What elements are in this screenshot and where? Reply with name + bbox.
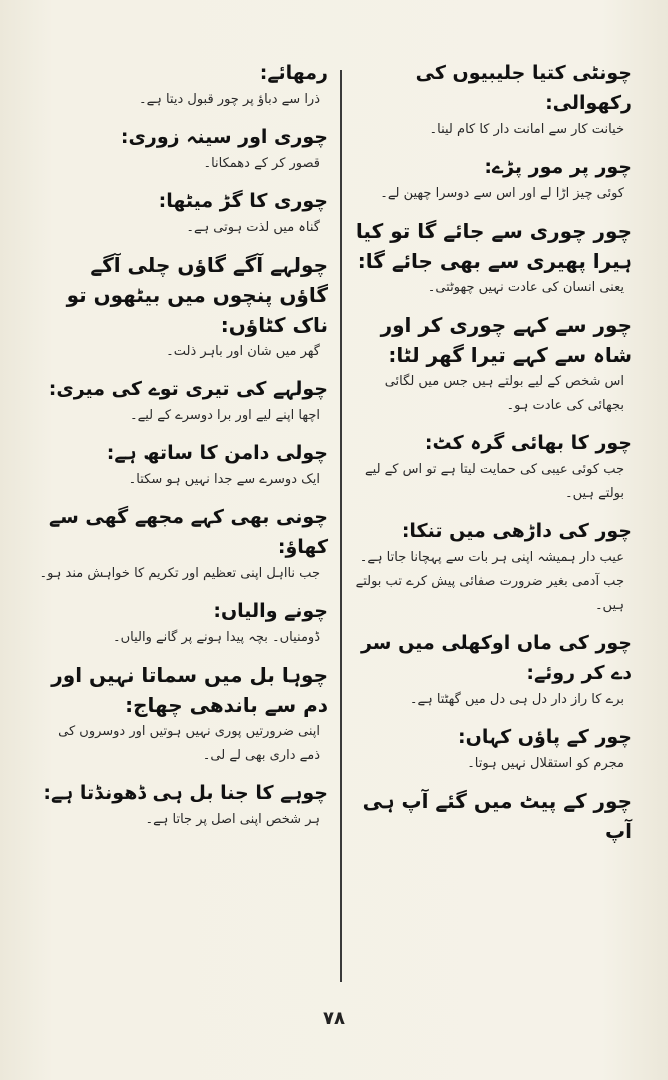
proverb-meaning: خیانت کار سے امانت دار کا کام لینا۔ bbox=[429, 122, 624, 137]
proverb-meaning: ہر شخص اپنی اصل پر جاتا ہے۔ bbox=[145, 812, 320, 827]
column-divider bbox=[340, 70, 342, 982]
proverb-meaning: کوئی چیز اڑا لے اور اس سے دوسرا چھین لے۔ bbox=[380, 186, 624, 201]
proverb-heading: چولہے آگے گاؤں چلی آگے گاؤں پنچوں میں بیٹھوں تو ناک کٹاؤں: bbox=[66, 253, 328, 337]
proverb-meaning: قصور کر کے دھمکانا۔ bbox=[203, 156, 320, 171]
proverb-heading: چور کے پاؤں کہاں: bbox=[458, 726, 632, 748]
proverb-meaning: جب نااہل اپنی تعظیم اور تکریم کا خواہش مند ہو۔ bbox=[39, 566, 320, 581]
entry bbox=[38, 596, 328, 650]
proverb-heading: چور کی داڑھی میں تنکا: bbox=[401, 520, 632, 542]
entry bbox=[352, 786, 632, 846]
entry bbox=[352, 58, 632, 142]
proverb-meaning: اس شخص کے لیے بولتے ہیں جس میں لگائی بجھائی کی عادت ہو۔ bbox=[384, 374, 624, 413]
proverb-heading: چور پر مور پڑے: bbox=[484, 156, 632, 178]
proverb-heading: چور چوری سے جائے گا تو کیا ہیرا پھیری سے بھی جائے گا: bbox=[355, 219, 632, 273]
entry bbox=[38, 502, 328, 586]
proverb-heading: رمھائے: bbox=[259, 62, 328, 84]
proverb-heading: چونے والیاں: bbox=[213, 600, 328, 622]
proverb-meaning: ڈومنیاں۔ بچہ پیدا ہونے پر گانے والیاں۔ bbox=[112, 630, 320, 645]
proverb-heading: چونٹی کتیا جلیبیوں کی رکھوالی: bbox=[415, 62, 632, 114]
entry bbox=[352, 628, 632, 712]
proverb-heading: چوری اور سینہ زوری: bbox=[120, 126, 328, 148]
entry bbox=[352, 310, 632, 418]
entry bbox=[352, 516, 632, 618]
proverb-meaning: یعنی انسان کی عادت نہیں چھوٹتی۔ bbox=[427, 280, 624, 295]
proverb-meaning: برے کا راز دار دل ہی دل میں گھٹتا ہے۔ bbox=[409, 692, 624, 707]
proverb-meaning: عیب دار ہمیشہ اپنی ہر بات سے پہچانا جاتا ہے۔ جب آدمی بغیر ضرورت صفائی پیش کرے تب بولتے ہیں۔ bbox=[355, 550, 624, 613]
right-column bbox=[352, 58, 632, 988]
proverb-meaning: جب کوئی عیبی کی حمایت لیتا ہے تو اس کے لیے بولتے ہیں۔ bbox=[365, 462, 624, 501]
entry bbox=[38, 250, 328, 364]
proverb-heading: چور سے کہے چوری کر اور شاہ سے کہے تیرا گھر لٹا: bbox=[380, 313, 632, 367]
entry bbox=[38, 660, 328, 768]
proverb-heading: چور کے پیٹ میں گئے آپ ہی آپ bbox=[362, 789, 632, 843]
entry bbox=[352, 216, 632, 300]
proverb-meaning: اچھا اپنے لیے اور برا دوسرے کے لیے۔ bbox=[129, 408, 320, 423]
proverb-meaning: گناہ میں لذت ہوتی ہے۔ bbox=[186, 220, 320, 235]
entry bbox=[352, 428, 632, 506]
entry bbox=[352, 152, 632, 206]
proverb-heading: چولہے کی تیری توے کی میری: bbox=[48, 378, 328, 400]
entry bbox=[38, 778, 328, 832]
page-number: ۷۸ bbox=[323, 1008, 345, 1029]
proverb-heading: چولی دامن کا ساتھ ہے: bbox=[106, 442, 328, 464]
entry bbox=[38, 186, 328, 240]
entry bbox=[352, 722, 632, 776]
proverb-heading: چوہا بل میں سماتا نہیں اور دم سے باندھی چھاج: bbox=[51, 663, 328, 717]
entry bbox=[38, 438, 328, 492]
proverb-meaning: ذرا سے دباؤ پر چور قبول دیتا ہے۔ bbox=[138, 92, 320, 107]
proverb-meaning: مجرم کو استقلال نہیں ہوتا۔ bbox=[467, 756, 624, 771]
proverb-heading: چونی بھی کہے مجھے گھی سے کھاؤ: bbox=[48, 506, 328, 558]
entry bbox=[38, 58, 328, 112]
proverb-heading: چور کا بھائی گرہ کٹ: bbox=[424, 432, 632, 454]
entry bbox=[38, 374, 328, 428]
entry bbox=[38, 122, 328, 176]
proverb-meaning: ایک دوسرے سے جدا نہیں ہو سکتا۔ bbox=[128, 472, 320, 487]
proverb-heading: چور کی ماں اوکھلی میں سر دے کر روئے: bbox=[360, 632, 632, 684]
proverb-meaning: گھر میں شان اور باہر ذلت۔ bbox=[166, 344, 320, 359]
left-column bbox=[38, 58, 328, 988]
proverb-meaning: اپنی ضرورتیں پوری نہیں ہوتیں اور دوسروں کی ذمے داری بھی لے لی۔ bbox=[58, 724, 320, 763]
proverb-heading: چوہے کا جنا بل ہی ڈھونڈتا ہے: bbox=[43, 782, 328, 804]
proverb-heading: چوری کا گڑ میٹھا: bbox=[158, 190, 328, 212]
